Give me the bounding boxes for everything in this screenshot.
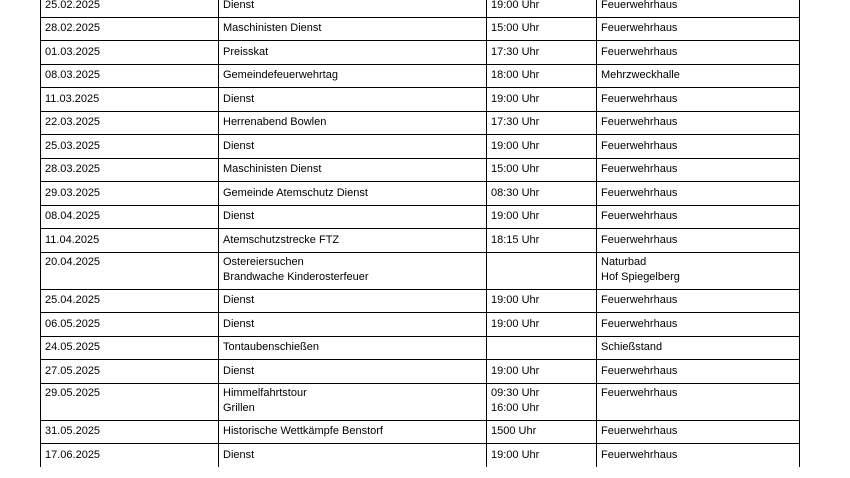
event-cell — [219, 111, 487, 135]
time-cell — [487, 17, 597, 41]
place-cell — [597, 64, 800, 88]
time-text: 1500 Uhr — [491, 425, 537, 438]
date-cell: 06.05.2025 — [41, 313, 219, 337]
place-cell — [597, 205, 800, 229]
date-cell: 28.02.2025 — [41, 17, 219, 41]
date-cell: 11.04.2025 — [41, 229, 219, 253]
place-cell — [597, 158, 800, 182]
event-cell — [219, 41, 487, 65]
place-cell — [597, 17, 800, 41]
time-text: 15:00 Uhr — [491, 22, 540, 35]
event-text: Preisskat — [223, 45, 269, 58]
place-text: Mehrzweckhalle — [601, 69, 680, 82]
time-text: 15:00 Uhr — [491, 163, 540, 176]
event-cell — [219, 205, 487, 229]
time-cell — [487, 158, 597, 182]
place-cell — [597, 182, 800, 206]
table-row — [41, 252, 800, 289]
place-text: Feuerwehrhaus — [601, 210, 678, 223]
event-cell — [219, 420, 487, 444]
time-cell — [487, 252, 597, 289]
event-cell — [219, 0, 487, 17]
date-cell: 25.03.2025 — [41, 135, 219, 159]
place-cell — [597, 360, 800, 384]
table-row — [41, 444, 800, 468]
time-cell — [487, 64, 597, 88]
event-cell — [219, 444, 487, 468]
event-text: Maschinisten Dienst — [223, 22, 322, 35]
place-text: Feuerwehrhaus — [601, 317, 678, 330]
event-text: Dienst — [223, 0, 255, 11]
table-row — [41, 41, 800, 65]
place-text: Feuerwehrhaus — [601, 163, 678, 176]
place-text: Feuerwehrhaus — [601, 294, 678, 307]
event-cell — [219, 17, 487, 41]
time-cell — [487, 420, 597, 444]
table-row — [41, 182, 800, 206]
event-text: Maschinisten Dienst — [223, 163, 322, 176]
place-text: Feuerwehrhaus — [601, 116, 678, 129]
table-row — [41, 111, 800, 135]
date-cell: 29.03.2025 — [41, 182, 219, 206]
time-cell — [487, 336, 597, 360]
event-text: Dienst — [223, 294, 255, 307]
time-cell — [487, 383, 597, 420]
place-text: Feuerwehrhaus — [601, 364, 678, 377]
event-cell — [219, 252, 487, 289]
event-text: Dienst — [223, 317, 255, 330]
event-cell — [219, 64, 487, 88]
time-text: 19:00 Uhr — [491, 210, 540, 223]
table-row — [41, 229, 800, 253]
date-cell: 01.03.2025 — [41, 41, 219, 65]
place-text: Feuerwehrhaus — [601, 22, 678, 35]
time-cell — [487, 313, 597, 337]
place-cell — [597, 289, 800, 313]
time-cell — [487, 229, 597, 253]
table-row — [41, 383, 800, 420]
table-row — [41, 17, 800, 41]
time-text: 16:00 Uhr — [491, 401, 540, 414]
event-text: Gemeinde Atemschutz Dienst — [223, 186, 368, 199]
event-cell — [219, 313, 487, 337]
event-text: Ostereiersuchen — [223, 255, 304, 268]
date-cell: 08.04.2025 — [41, 205, 219, 229]
place-text: Feuerwehrhaus — [601, 45, 678, 58]
place-cell — [597, 444, 800, 468]
event-cell — [219, 383, 487, 420]
date-cell: 17.06.2025 — [41, 444, 219, 468]
event-text: Herrenabend Bowlen — [223, 116, 327, 129]
date-cell: 25.02.2025 — [41, 0, 219, 17]
event-text: Historische Wettkämpfe Benstorf — [223, 425, 383, 438]
place-text: Naturbad — [601, 255, 647, 268]
event-cell — [219, 158, 487, 182]
event-text: Dienst — [223, 449, 255, 461]
place-text: Feuerwehrhaus — [601, 386, 678, 399]
place-text: Schießstand — [601, 341, 663, 354]
table-row — [41, 0, 800, 17]
time-text: 19:00 Uhr — [491, 364, 540, 377]
place-text: Feuerwehrhaus — [601, 139, 678, 152]
time-cell — [487, 360, 597, 384]
time-text: 19:00 Uhr — [491, 0, 540, 11]
place-cell — [597, 313, 800, 337]
place-text: Feuerwehrhaus — [601, 449, 678, 461]
schedule-table — [40, 0, 800, 467]
time-cell — [487, 111, 597, 135]
time-text: 19:00 Uhr — [491, 294, 540, 307]
time-text: 19:00 Uhr — [491, 317, 540, 330]
place-cell — [597, 88, 800, 112]
schedule-table-body — [41, 0, 800, 467]
event-cell — [219, 229, 487, 253]
date-cell: 22.03.2025 — [41, 111, 219, 135]
event-cell — [219, 135, 487, 159]
date-cell: 11.03.2025 — [41, 88, 219, 112]
event-text: Dienst — [223, 139, 255, 152]
date-cell: 29.05.2025 — [41, 383, 219, 420]
place-text: Hof Spiegelberg — [601, 270, 680, 283]
place-text: Feuerwehrhaus — [601, 425, 678, 438]
table-row — [41, 289, 800, 313]
event-text: Dienst — [223, 210, 255, 223]
event-text: Gemeindefeuerwehrtag — [223, 69, 338, 82]
date-cell: 08.03.2025 — [41, 64, 219, 88]
table-row — [41, 360, 800, 384]
time-text: 09:30 Uhr — [491, 386, 540, 399]
place-cell — [597, 336, 800, 360]
time-cell — [487, 444, 597, 468]
date-cell: 25.04.2025 — [41, 289, 219, 313]
place-text: Feuerwehrhaus — [601, 186, 678, 199]
time-text: 08:30 Uhr — [491, 186, 540, 199]
place-cell — [597, 0, 800, 17]
event-text: Brandwache Kinderosterfeuer — [223, 270, 369, 283]
time-text: 19:00 Uhr — [491, 92, 540, 105]
time-cell — [487, 135, 597, 159]
event-cell — [219, 289, 487, 313]
place-cell — [597, 111, 800, 135]
place-text: Feuerwehrhaus — [601, 233, 678, 246]
event-text: Himmelfahrtstour — [223, 386, 307, 399]
table-row — [41, 313, 800, 337]
time-text: 18:00 Uhr — [491, 69, 540, 82]
place-cell — [597, 383, 800, 420]
event-text: Tontaubenschießen — [223, 341, 320, 354]
table-row — [41, 64, 800, 88]
table-row — [41, 420, 800, 444]
event-text: Atemschutzstrecke FTZ — [223, 233, 340, 246]
date-cell: 27.05.2025 — [41, 360, 219, 384]
time-text: 19:00 Uhr — [491, 139, 540, 152]
place-text: Feuerwehrhaus — [601, 92, 678, 105]
time-cell — [487, 88, 597, 112]
time-text: 17:30 Uhr — [491, 45, 540, 58]
date-cell: 20.04.2025 — [41, 252, 219, 289]
place-cell — [597, 420, 800, 444]
table-row — [41, 336, 800, 360]
time-cell — [487, 0, 597, 17]
event-text: Grillen — [223, 401, 255, 414]
place-cell — [597, 41, 800, 65]
time-text: 19:00 Uhr — [491, 449, 540, 461]
table-row — [41, 158, 800, 182]
time-cell — [487, 182, 597, 206]
time-cell — [487, 205, 597, 229]
event-text: Dienst — [223, 92, 255, 105]
event-cell — [219, 336, 487, 360]
event-cell — [219, 182, 487, 206]
event-cell — [219, 88, 487, 112]
date-cell: 28.03.2025 — [41, 158, 219, 182]
table-row — [41, 135, 800, 159]
table-row — [41, 88, 800, 112]
event-text: Dienst — [223, 364, 255, 377]
time-text: 18:15 Uhr — [491, 233, 540, 246]
place-cell — [597, 135, 800, 159]
time-text: 17:30 Uhr — [491, 116, 540, 129]
time-cell — [487, 289, 597, 313]
table-row — [41, 205, 800, 229]
place-cell — [597, 252, 800, 289]
place-cell — [597, 229, 800, 253]
event-cell — [219, 360, 487, 384]
time-cell — [487, 41, 597, 65]
date-cell: 24.05.2025 — [41, 336, 219, 360]
place-text: Feuerwehrhaus — [601, 0, 678, 11]
date-cell: 31.05.2025 — [41, 420, 219, 444]
